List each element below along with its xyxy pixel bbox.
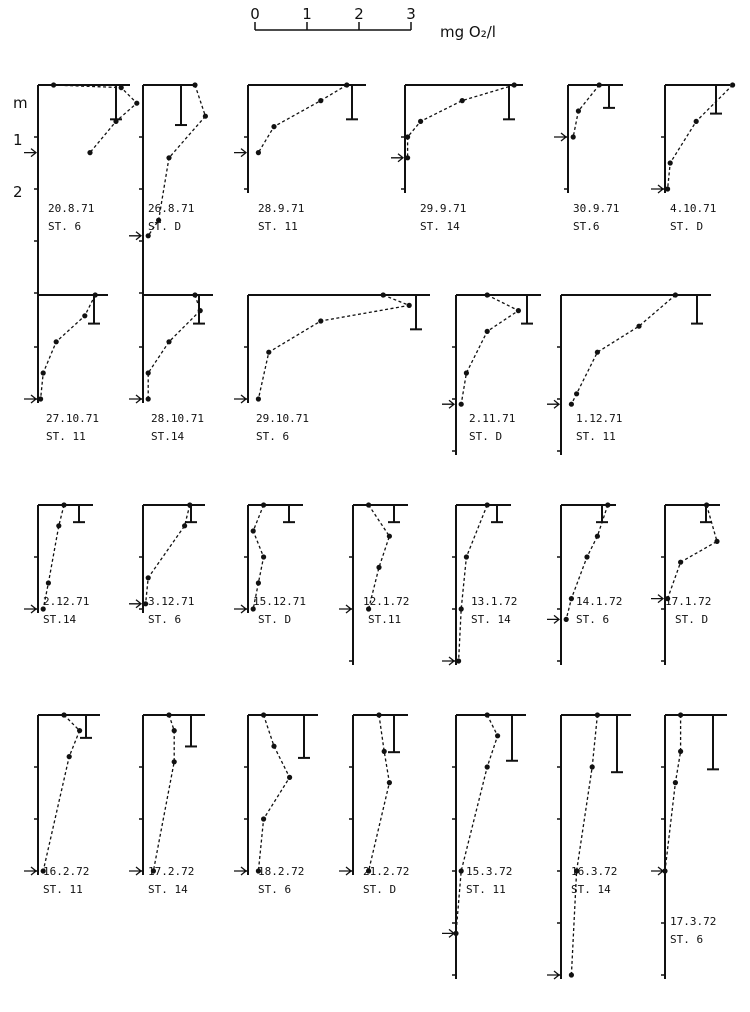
bottom-arrow-icon bbox=[24, 867, 36, 875]
panel-date-label: 17.1.72 bbox=[665, 595, 712, 608]
oxygen-profile-line bbox=[146, 505, 190, 604]
panel-date-label: 21.2.72 bbox=[363, 865, 410, 878]
scale-unit-label: mg O₂/l bbox=[440, 23, 496, 41]
profile-panel bbox=[651, 502, 720, 665]
panel-date-label: 2.11.71 bbox=[469, 412, 516, 425]
data-point bbox=[256, 580, 261, 585]
profile-panel bbox=[554, 82, 623, 233]
bottom-arrow-icon bbox=[442, 400, 454, 408]
data-point bbox=[56, 523, 61, 528]
bottom-arrow-icon bbox=[391, 154, 403, 162]
profile-panel bbox=[442, 712, 526, 979]
panel-date-label: 13.1.72 bbox=[471, 595, 518, 608]
data-point bbox=[456, 658, 461, 663]
profile-panel bbox=[442, 292, 541, 455]
data-point bbox=[569, 596, 574, 601]
panel-station-label: ST. 11 bbox=[258, 220, 298, 233]
oxygen-profile-line bbox=[571, 715, 597, 975]
panel-date-label: 14.1.72 bbox=[576, 595, 623, 608]
data-point bbox=[595, 712, 600, 717]
data-point bbox=[318, 98, 323, 103]
oxygen-scale-bar bbox=[250, 5, 496, 41]
data-point bbox=[678, 749, 683, 754]
data-point bbox=[271, 744, 276, 749]
data-point bbox=[704, 502, 709, 507]
data-point bbox=[192, 292, 197, 297]
panel-date-label: 15.12.71 bbox=[253, 595, 306, 608]
oxygen-profile-line bbox=[43, 505, 64, 609]
data-point bbox=[46, 580, 51, 585]
data-point bbox=[405, 134, 410, 139]
bottom-arrow-icon bbox=[234, 605, 246, 613]
data-point bbox=[82, 313, 87, 318]
data-point bbox=[134, 101, 139, 106]
oxygen-profile-line bbox=[41, 295, 96, 399]
data-point bbox=[714, 539, 719, 544]
data-point bbox=[172, 759, 177, 764]
profile-panel bbox=[129, 292, 213, 443]
panel-station-label: ST. 11 bbox=[46, 430, 86, 443]
bottom-arrow-icon bbox=[129, 395, 141, 403]
oxygen-profile-line bbox=[456, 715, 498, 933]
data-point bbox=[665, 186, 670, 191]
panel-station-label: ST. D bbox=[148, 220, 182, 233]
panel-date-label: 17.3.72 bbox=[670, 915, 717, 928]
panel-date-label: 30.9.71 bbox=[573, 202, 620, 215]
scale-tick-label: 0 bbox=[250, 5, 260, 23]
data-point bbox=[51, 82, 56, 87]
data-point bbox=[376, 565, 381, 570]
panel-date-label: 27.10.71 bbox=[46, 412, 99, 425]
data-point bbox=[516, 308, 521, 313]
data-point bbox=[564, 617, 569, 622]
data-point bbox=[673, 780, 678, 785]
panel-station-label: ST. 11 bbox=[576, 430, 616, 443]
data-point bbox=[376, 712, 381, 717]
profile-panel bbox=[442, 502, 517, 665]
bottom-arrow-icon bbox=[442, 657, 454, 665]
data-point bbox=[464, 554, 469, 559]
data-point bbox=[166, 339, 171, 344]
data-point bbox=[464, 370, 469, 375]
profile-panel bbox=[24, 712, 100, 896]
bottom-arrow-icon bbox=[24, 149, 36, 157]
panel-date-label: 4.10.71 bbox=[670, 202, 717, 215]
depth-tick-label: 2 bbox=[13, 183, 23, 201]
panel-date-label: 2.12.71 bbox=[43, 595, 90, 608]
oxygen-profile-line bbox=[408, 85, 515, 158]
oxygen-profile-line bbox=[258, 715, 289, 871]
bottom-arrow-icon bbox=[651, 595, 663, 603]
panel-date-label: 1.12.71 bbox=[576, 412, 623, 425]
profile-panel bbox=[24, 502, 93, 626]
panel-station-label: ST. D bbox=[675, 613, 709, 626]
panel-station-label: ST. 6 bbox=[256, 430, 290, 443]
data-point bbox=[251, 528, 256, 533]
data-point bbox=[192, 82, 197, 87]
bottom-arrow-icon bbox=[442, 929, 454, 937]
panel-station-label: ST. 14 bbox=[471, 613, 511, 626]
panel-date-label: 15.3.72 bbox=[466, 865, 513, 878]
data-point bbox=[571, 134, 576, 139]
profile-panel bbox=[547, 712, 631, 979]
panel-station-label: ST.11 bbox=[368, 613, 402, 626]
data-point bbox=[287, 775, 292, 780]
data-point bbox=[261, 554, 266, 559]
data-point bbox=[495, 733, 500, 738]
panel-station-label: ST. 14 bbox=[420, 220, 460, 233]
data-point bbox=[146, 233, 151, 238]
oxygen-profile-line bbox=[461, 295, 518, 404]
profile-panel bbox=[234, 502, 306, 626]
data-point bbox=[694, 119, 699, 124]
data-point bbox=[166, 712, 171, 717]
profile-panel bbox=[651, 82, 735, 233]
profile-panel bbox=[547, 502, 622, 665]
data-point bbox=[203, 114, 208, 119]
profile-panels bbox=[24, 82, 735, 979]
data-point bbox=[261, 712, 266, 717]
data-point bbox=[261, 502, 266, 507]
panel-station-label: ST. 14 bbox=[148, 883, 188, 896]
data-point bbox=[182, 523, 187, 528]
scale-tick-label: 3 bbox=[406, 5, 416, 23]
data-point bbox=[77, 728, 82, 733]
panel-date-label: 26.8.71 bbox=[148, 202, 195, 215]
oxygen-profile-line bbox=[665, 715, 681, 871]
panel-station-label: ST. 11 bbox=[466, 883, 506, 896]
oxygen-profile-line bbox=[148, 295, 200, 399]
profile-panel bbox=[547, 292, 711, 455]
bottom-arrow-icon bbox=[651, 185, 663, 193]
panel-date-label: 29.9.71 bbox=[420, 202, 467, 215]
data-point bbox=[485, 712, 490, 717]
panel-station-label: ST. 6 bbox=[576, 613, 610, 626]
data-point bbox=[636, 324, 641, 329]
profile-panel bbox=[129, 82, 208, 297]
data-point bbox=[485, 329, 490, 334]
data-point bbox=[605, 502, 610, 507]
bottom-arrow-icon bbox=[234, 395, 246, 403]
panel-date-label: 18.2.72 bbox=[258, 865, 305, 878]
data-point bbox=[41, 370, 46, 375]
data-point bbox=[668, 160, 673, 165]
profile-panel bbox=[24, 82, 139, 297]
data-point bbox=[569, 972, 574, 977]
panel-station-label: ST. D bbox=[258, 613, 292, 626]
profile-panel bbox=[234, 82, 366, 233]
data-point bbox=[459, 606, 464, 611]
panel-date-label: 29.10.71 bbox=[256, 412, 309, 425]
panel-station-label: ST. 6 bbox=[48, 220, 82, 233]
scale-tick-label: 1 bbox=[302, 5, 312, 23]
data-point bbox=[67, 754, 72, 759]
oxygen-profile-line bbox=[571, 295, 675, 404]
oxygen-profile-line bbox=[153, 715, 174, 871]
oxygen-profile-line bbox=[258, 85, 346, 153]
data-point bbox=[166, 155, 171, 160]
data-point bbox=[597, 82, 602, 87]
data-point bbox=[576, 108, 581, 113]
data-point bbox=[485, 764, 490, 769]
bottom-arrow-icon bbox=[129, 232, 141, 240]
panel-station-label: ST. D bbox=[363, 883, 397, 896]
data-point bbox=[673, 292, 678, 297]
data-point bbox=[256, 396, 261, 401]
data-point bbox=[730, 82, 735, 87]
depth-unit-label: m bbox=[13, 94, 28, 112]
data-point bbox=[387, 780, 392, 785]
data-point bbox=[381, 292, 386, 297]
bottom-arrow-icon bbox=[547, 615, 559, 623]
panel-station-label: ST. D bbox=[670, 220, 704, 233]
data-point bbox=[485, 292, 490, 297]
oxygen-profile-line bbox=[459, 505, 488, 661]
profile-panel bbox=[24, 292, 108, 443]
bottom-arrow-icon bbox=[24, 395, 36, 403]
oxygen-profile-line bbox=[258, 295, 409, 399]
data-point bbox=[61, 712, 66, 717]
data-point bbox=[459, 868, 464, 873]
bottom-arrow-icon bbox=[129, 600, 141, 608]
data-point bbox=[146, 396, 151, 401]
panel-station-label: ST.6 bbox=[573, 220, 600, 233]
panel-date-label: 3.12.71 bbox=[148, 595, 195, 608]
panel-station-label: ST.14 bbox=[43, 613, 77, 626]
data-point bbox=[344, 82, 349, 87]
data-point bbox=[595, 350, 600, 355]
profile-panel bbox=[339, 502, 409, 665]
data-point bbox=[590, 764, 595, 769]
data-point bbox=[187, 502, 192, 507]
data-point bbox=[382, 749, 387, 754]
data-point bbox=[366, 502, 371, 507]
profile-panel bbox=[651, 712, 727, 979]
data-point bbox=[460, 98, 465, 103]
data-point bbox=[93, 292, 98, 297]
bottom-arrow-icon bbox=[651, 867, 663, 875]
oxygen-profile-line bbox=[54, 85, 137, 153]
data-point bbox=[405, 155, 410, 160]
data-point bbox=[119, 85, 124, 90]
data-point bbox=[146, 370, 151, 375]
profile-panel bbox=[129, 712, 205, 896]
scale-tick-label: 2 bbox=[354, 5, 364, 23]
data-point bbox=[678, 712, 683, 717]
bottom-arrow-icon bbox=[554, 133, 566, 141]
data-point bbox=[678, 560, 683, 565]
data-point bbox=[569, 402, 574, 407]
panel-date-label: 28.9.71 bbox=[258, 202, 305, 215]
oxygen-profile-line bbox=[369, 715, 390, 871]
data-point bbox=[485, 502, 490, 507]
data-point bbox=[584, 554, 589, 559]
depth-axis-labels bbox=[13, 94, 28, 201]
data-point bbox=[595, 534, 600, 539]
data-point bbox=[512, 82, 517, 87]
panel-station-label: ST. 11 bbox=[43, 883, 83, 896]
profile-panel bbox=[339, 712, 409, 896]
oxygen-profile-line bbox=[43, 715, 79, 871]
profile-panel bbox=[234, 712, 318, 896]
panel-date-label: 16.2.72 bbox=[43, 865, 90, 878]
panel-date-label: 12.1.72 bbox=[363, 595, 410, 608]
data-point bbox=[38, 396, 43, 401]
profile-panel bbox=[391, 82, 523, 233]
panel-station-label: ST. 6 bbox=[148, 613, 182, 626]
bottom-arrow-icon bbox=[234, 867, 246, 875]
bottom-arrow-icon bbox=[547, 400, 559, 408]
panel-station-label: ST. 6 bbox=[670, 933, 704, 946]
bottom-arrow-icon bbox=[339, 867, 351, 875]
panel-station-label: ST. D bbox=[469, 430, 503, 443]
data-point bbox=[318, 318, 323, 323]
profile-panel bbox=[129, 502, 205, 626]
data-point bbox=[198, 308, 203, 313]
depth-tick-label: 1 bbox=[13, 131, 23, 149]
bottom-arrow-icon bbox=[129, 867, 141, 875]
profile-panel bbox=[234, 292, 430, 443]
oxygen-profile-line bbox=[369, 505, 390, 609]
data-point bbox=[54, 339, 59, 344]
data-point bbox=[113, 119, 118, 124]
bottom-arrow-icon bbox=[234, 149, 246, 157]
panel-station-label: ST.14 bbox=[151, 430, 185, 443]
data-point bbox=[256, 150, 261, 155]
data-point bbox=[387, 534, 392, 539]
data-point bbox=[172, 728, 177, 733]
data-point bbox=[574, 391, 579, 396]
data-point bbox=[261, 816, 266, 821]
panel-date-label: 28.10.71 bbox=[151, 412, 204, 425]
panel-station-label: ST. 14 bbox=[571, 883, 611, 896]
oxygen-profile-line bbox=[668, 505, 717, 599]
data-point bbox=[418, 119, 423, 124]
data-point bbox=[146, 575, 151, 580]
data-point bbox=[61, 502, 66, 507]
bottom-arrow-icon bbox=[339, 605, 351, 613]
data-point bbox=[407, 303, 412, 308]
data-point bbox=[459, 402, 464, 407]
data-point bbox=[266, 350, 271, 355]
panel-date-label: 20.8.71 bbox=[48, 202, 95, 215]
panel-date-label: 16.3.72 bbox=[571, 865, 618, 878]
panel-date-label: 17.2.72 bbox=[148, 865, 195, 878]
panel-station-label: ST. 6 bbox=[258, 883, 292, 896]
bottom-arrow-icon bbox=[24, 605, 36, 613]
data-point bbox=[87, 150, 92, 155]
oxygen-profile-line bbox=[668, 85, 733, 189]
bottom-arrow-icon bbox=[547, 971, 559, 979]
data-point bbox=[271, 124, 276, 129]
